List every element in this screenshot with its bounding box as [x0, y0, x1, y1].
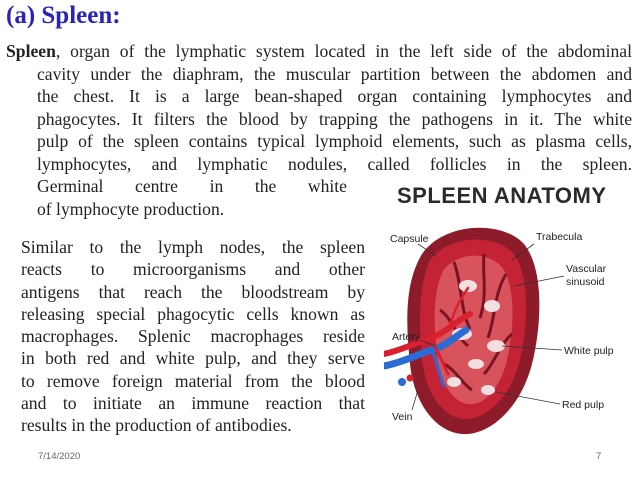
label-white-pulp: White pulp [564, 345, 614, 357]
spleen-function-paragraph [21, 236, 365, 437]
paragraph-line: releasing special phagocytic cells known as [21, 303, 365, 324]
label-vascular-sinusoid-line2: sinusoid [566, 276, 605, 288]
paragraph-line: reacts to microorganisms and other [21, 259, 365, 280]
paragraph-line: phagocytes. It filters the blood by trapping the pathogens in it. The white [37, 108, 632, 129]
label-trabecula: Trabecula [536, 231, 583, 243]
vein-cross-section [398, 378, 406, 386]
label-vascular-sinusoid-line1: Vascular [566, 263, 607, 275]
paragraph-line [6, 40, 632, 63]
figure-heading: SPLEEN ANATOMY [397, 183, 607, 208]
footer-page-number: 7 [596, 451, 602, 462]
label-red-pulp: Red pulp [562, 399, 605, 411]
first-line-text: , organ of the lymphatic system located in the left side of the abdominal [55, 41, 632, 61]
term-spleen: Spleen [6, 41, 56, 61]
paragraph-line: lymphocytes, and lymphatic nodules, called follicles in the spleen. [37, 153, 632, 174]
paragraph-line: results in the production of antibodies. [21, 415, 292, 436]
label-artery: Artery [392, 331, 421, 343]
paragraph-line: the chest. It is a large bean-shaped organ containing lymphocytes and [37, 86, 632, 106]
paragraph-line: pulp of the spleen contains typical lymphoid elements, such as plasma cells, [37, 131, 632, 151]
spleen-anatomy-illustration [384, 214, 634, 440]
label-capsule: Capsule [390, 233, 429, 245]
paragraph-line: antigens that reach the bloodstream by [21, 281, 365, 302]
paragraph-line: cavity under the diaphram, the muscular partition between the abdomen and [37, 63, 632, 84]
paragraph-line: of lymphocyte production. [37, 198, 225, 219]
label-vein: Vein [392, 411, 413, 423]
paragraph-line: Germinal centre in the white [37, 176, 347, 196]
paragraph-line: macrophages. Splenic macrophages reside [21, 326, 365, 347]
slide-title: (a) Spleen: [6, 2, 121, 29]
paragraph-line: Similar to the lymph nodes, the spleen [21, 237, 365, 257]
paragraph-line: in both red and white pulp, and they serve [21, 348, 365, 369]
paragraph-line: and to initiate an immune reaction that [21, 393, 365, 414]
artery-cross-section [407, 375, 414, 382]
paragraph-line: to remove foreign material from the blood [21, 370, 365, 391]
footer-date: 7/14/2020 [38, 451, 81, 462]
